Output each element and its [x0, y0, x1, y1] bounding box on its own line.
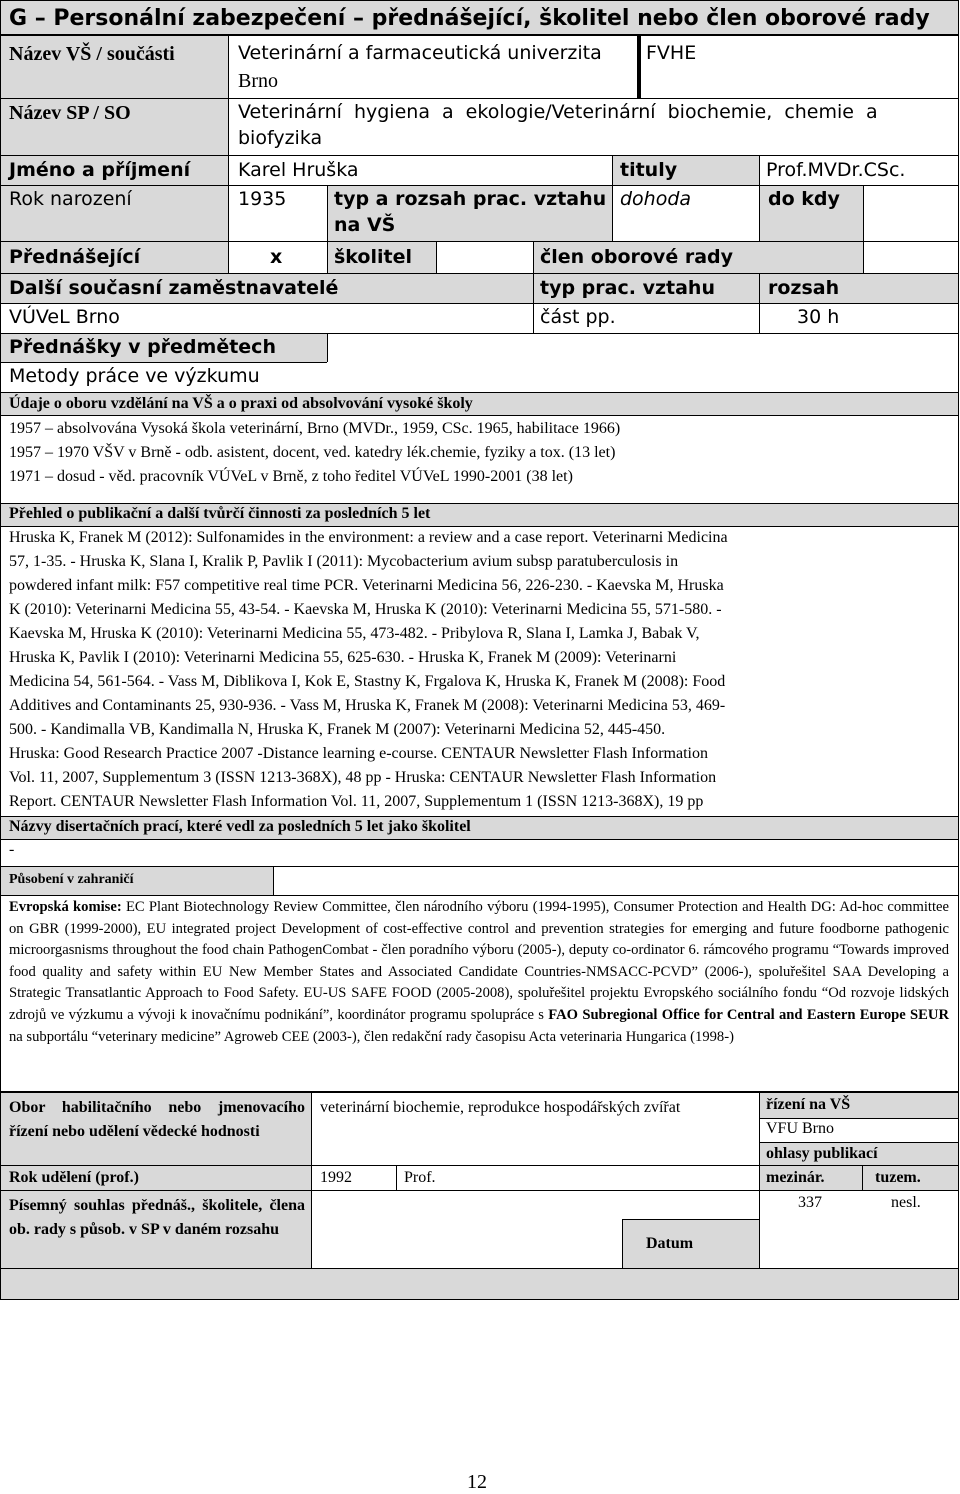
- dalsi-label: Další současní zaměstnavatelé: [9, 277, 339, 299]
- publication-line: powdered infant milk: F57 competitive real time PCR. Veterinarni Medicina 56, 226-230. - Kaevska M, Hruska: [9, 577, 724, 594]
- obor-label: Obor habilitačního nebo jmenovacího řízení nebo udělení vědecké hodnosti: [9, 1099, 305, 1140]
- tuzem-value: nesl.: [891, 1194, 921, 1211]
- abroad-text: Evropská komise: EC Plant Biotechnology Review Committee, člen národního výboru (1994-1995), Consumer Protection and Health DG: Ad-hoc committee on GBR (1999-2000), EU integrated project Development of cost-effective control and prevention strategies for emerging and future foodborne pathogenic microorgasnisms throughout the food chain PathogenCombat - člen poradního výboru (2005-), deputy co-ordinator 6. rámcového programu “Towards improved food quality and safety within EU New Member States and Associated Candidate Countries-NMSACC-PCVD” (2006-), spoluřešitel SAA Developing a Strategic Transatlantic Approach to Food Safety. EU-US SAFE FOOD (2005-2008), spoluřešitel projektu Evropského sociálního fondu “Od rozvoje lidských zdrojů ve výzkumu a vývoji k inovačnímu podnikání”, koordinátor programu spolupráce s FAO Subregional Office for Central and Eastern Europe SEUR na subportálu “veterinary medicine” Agroweb CEE (2003-), člen redakční rady časopisu Acta veterinaria Hungarica (1998-): [9, 899, 949, 1045]
- publication-line: Report. CENTAUR Newsletter Flash Information Vol. 11, 2007, Supplementum 1 (ISSN 1213-368X), 19 pp: [9, 793, 704, 810]
- dissertations-value: -: [9, 841, 15, 858]
- skolitel-label: školitel: [334, 246, 412, 268]
- publication-line: 57, 1-35. - Hruska K, Slana I, Kralik P, Pavlik I (2011): Mycobacterium avium subsp paratuberculosis in: [9, 553, 679, 570]
- tituly-label: tituly: [620, 159, 678, 181]
- sp-value-1: Veterinární hygiena a ekologie/Veterinární biochemie, chemie a: [238, 101, 878, 123]
- education-line: 1971 – dosud - věd. pracovník VÚVeL v Brně, z toho ředitel VÚVeL 1990-2001 (38 let): [9, 468, 573, 485]
- obor-value: veterinární biochemie, reprodukce hospodářských zvířat: [320, 1099, 681, 1116]
- publications-heading: Přehled o publikační a další tvůrčí činnosti za posledních 5 let: [9, 505, 431, 522]
- name-value: Karel Hruška: [238, 159, 359, 181]
- sp-value-2: biofyzika: [238, 127, 323, 149]
- prednasky-label: Přednášky v předmětech: [9, 336, 276, 358]
- tuzem-label: tuzem.: [875, 1169, 921, 1186]
- publication-line: Kaevska M, Hruska K (2010): Veterinarni Medicina 55, 473-482. - Pribylova R, Slana I, Lamka J, Babak V,: [9, 625, 700, 642]
- publication-line: Additives and Contaminants 25, 930-936. - Vass M, Hruska K, Franek M (2008): Veterinarni Medicina 53, 469-: [9, 697, 726, 714]
- vs-value-2: Brno: [238, 70, 278, 92]
- dissertations-heading: Názvy disertačních prací, které vedl za posledních 5 let jako školitel: [9, 818, 471, 835]
- datum-label: Datum: [646, 1235, 694, 1252]
- mezinar-value: 337: [798, 1194, 822, 1211]
- vs-label: Název VŠ / součásti: [9, 43, 175, 65]
- dokdy-label: do kdy: [768, 188, 840, 210]
- education-line: 1957 – 1970 VŠV v Brně - odb. asistent, docent, ved. katedry lék.chemie, fyziky a tox. (13 let): [9, 444, 616, 461]
- rizeni-label: řízení na VŠ: [766, 1096, 851, 1113]
- publication-line: Hruska: Good Research Practice 2007 -Distance learning e-course. CENTAUR Newsletter Flash Information: [9, 745, 708, 762]
- employer-scope: 30 h: [797, 306, 840, 328]
- prednasky-value: Metody práce ve výzkumu: [9, 365, 260, 387]
- prednasejici-value: x: [270, 246, 283, 268]
- rok-title: Prof.: [404, 1169, 436, 1186]
- publication-line: K (2010): Veterinarni Medicina 55, 43-54. - Kaevska M, Hruska K (2010): Veterinarni Medicina 55, 571-580. -: [9, 601, 722, 618]
- name-label: Jméno a příjmení: [9, 159, 191, 181]
- vs-value-1: Veterinární a farmaceutická univerzita: [238, 42, 602, 64]
- publication-line: 500. - Kandimalla VB, Kandimalla N, Hruska K, Franek M (2007): Veterinarni Medicina 52, 445-450.: [9, 721, 666, 738]
- birth-label: Rok narození: [9, 188, 132, 210]
- publication-line: Vol. 11, 2007, Supplementum 3 (ISSN 1213-368X), 48 pp - Hruska: CENTAUR Newsletter Flash Information: [9, 769, 717, 786]
- employer: VÚVeL Brno: [9, 306, 120, 328]
- prednasejici-label: Přednášející: [9, 246, 141, 268]
- employer-type: část pp.: [540, 306, 616, 328]
- rok-value: 1992: [320, 1169, 352, 1186]
- publication-line: Hruska K, Pavlik I (2010): Veterinarni Medicina 55, 625-630. - Hruska K, Franek M (2009): Veterinarni: [9, 649, 677, 666]
- sp-label: Název SP / SO: [9, 102, 131, 124]
- typ-value: dohoda: [620, 188, 692, 210]
- ohlasy-label: ohlasy publikací: [766, 1145, 878, 1162]
- publication-line: Medicina 54, 561-564. - Vass M, Diblikova I, Kok E, Stastny K, Frgalova K, Hruska K, Franek M (2008): Food: [9, 673, 726, 690]
- rok-label: Rok udělení (prof.): [9, 1169, 139, 1186]
- typ-label-2: na VŠ: [334, 214, 396, 236]
- abroad-heading: Působení v zahraničí: [9, 872, 134, 887]
- page-number: 12: [467, 1471, 487, 1493]
- page-title: G – Personální zabezpečení – přednášející, školitel nebo člen oborové rady: [9, 6, 930, 31]
- souhlas-label: Písemný souhlas přednáš., školitele, člena ob. rady s působ. v SP v daném rozsahu: [9, 1197, 305, 1238]
- birth-value: 1935: [238, 188, 287, 210]
- rizeni-value: VFU Brno: [766, 1120, 835, 1137]
- typprac-label: typ prac. vztahu: [540, 277, 715, 299]
- education-line: 1957 – absolvována Vysoká škola veterinární, Brno (MVDr., 1959, CSc. 1965, habilitace 1966): [9, 420, 621, 437]
- tituly-value: Prof.MVDr.CSc.: [766, 159, 906, 181]
- education-heading: Údaje o oboru vzdělání na VŠ a o praxi od absolvování vysoké školy: [9, 395, 473, 412]
- vs-faculty: FVHE: [646, 42, 697, 64]
- clen-label: člen oborové rady: [540, 246, 733, 268]
- publication-line: Hruska K, Franek M (2012): Sulfonamides in the environment: a review and a case report. Veterinarni Medicina: [9, 529, 728, 546]
- rozsah-label: rozsah: [768, 277, 840, 299]
- typ-label-1: typ a rozsah prac. vztahu: [334, 188, 607, 210]
- mezinar-label: mezinár.: [766, 1169, 825, 1186]
